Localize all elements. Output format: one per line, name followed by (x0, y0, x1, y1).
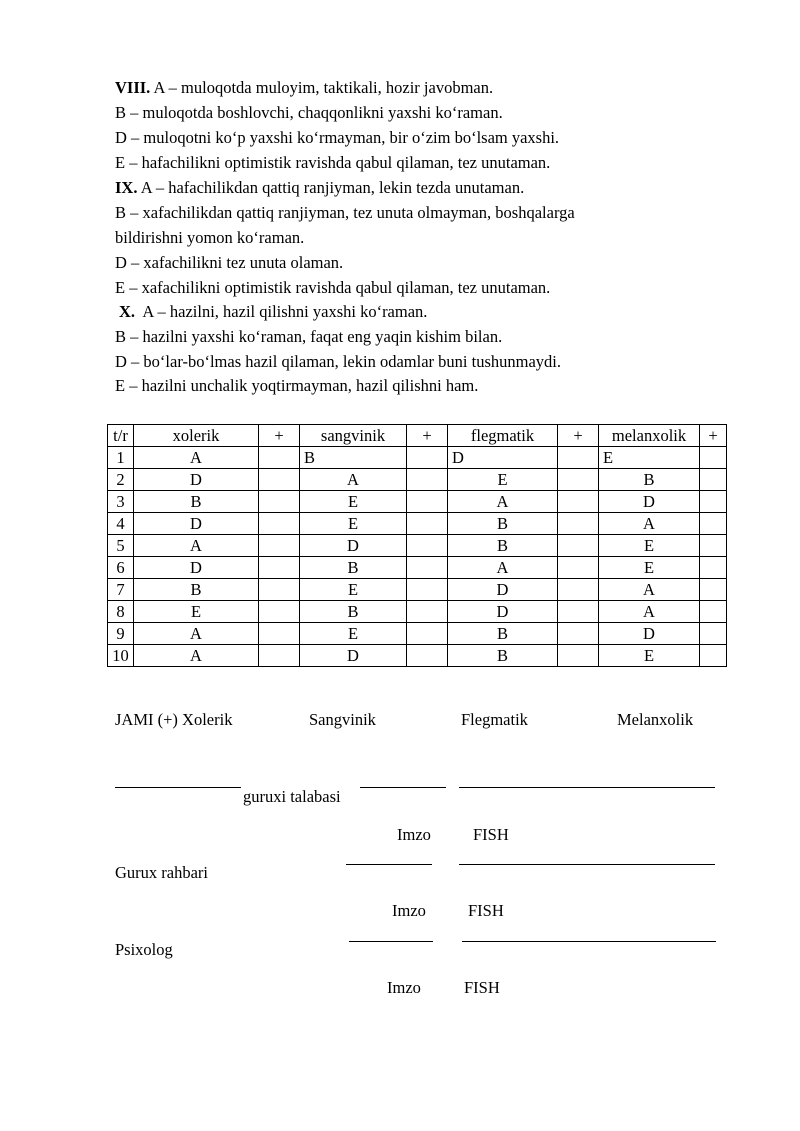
student-fish-blank (459, 787, 715, 788)
cell-plus-melanxolik (700, 623, 727, 645)
cell-plus-xolerik (259, 557, 300, 579)
cell-melanxolik: E (599, 447, 700, 469)
temperament-table (107, 424, 727, 667)
cell-flegmatik: E (448, 469, 558, 491)
table-row (108, 645, 727, 667)
table-row (108, 601, 727, 623)
totals-xolerik-label: JAMI (+) Xolerik (115, 710, 233, 729)
cell-flegmatik: B (448, 645, 558, 667)
student-fish-label: FISH (473, 825, 509, 844)
table-row (108, 513, 727, 535)
table-row (108, 447, 727, 469)
cell-plus-melanxolik (700, 447, 727, 469)
question-viii-line-e: E – hafachilikni optimistik ravishda qabul qilaman, tez unutaman. (115, 153, 551, 172)
cell-plus-melanxolik (700, 601, 727, 623)
cell-plus-sangvinik (407, 535, 448, 557)
cell-sangvinik: D (300, 645, 407, 667)
cell-flegmatik: B (448, 535, 558, 557)
cell-plus-sangvinik (407, 557, 448, 579)
cell-plus-melanxolik (700, 645, 727, 667)
question-ix-line-d: D – xafachilikni tez unuta olaman. (115, 253, 344, 272)
cell-plus-sangvinik (407, 645, 448, 667)
cell-xolerik: D (134, 513, 259, 535)
psych-signature-blank (349, 941, 433, 942)
cell-plus-sangvinik (407, 623, 448, 645)
cell-plus-sangvinik (407, 469, 448, 491)
cell-melanxolik: E (599, 557, 700, 579)
header-plus-sangvinik: + (407, 425, 448, 447)
cell-plus-melanxolik (700, 491, 727, 513)
cell-sangvinik: E (300, 579, 407, 601)
question-ix-line-a: IX. A – hafachilikdan qattiq ranjiyman, lekin tezda unutaman. (115, 178, 525, 197)
cell-melanxolik: E (599, 645, 700, 667)
table-row (108, 557, 727, 579)
cell-melanxolik: A (599, 579, 700, 601)
group-student-label: guruxi talabasi (243, 787, 341, 806)
cell-plus-sangvinik (407, 491, 448, 513)
cell-xolerik: A (134, 447, 259, 469)
cell-tr: 10 (108, 645, 134, 667)
psychologist-label: Psixolog (115, 940, 173, 959)
table-row (108, 469, 727, 491)
header-flegmatik: flegmatik (448, 425, 558, 447)
psych-fish-label: FISH (464, 978, 500, 997)
cell-plus-xolerik (259, 447, 300, 469)
cell-plus-sangvinik (407, 579, 448, 601)
cell-sangvinik: A (300, 469, 407, 491)
question-x-line-e: E – hazilni unchalik yoqtirmayman, hazil qilishni ham. (115, 376, 479, 395)
cell-flegmatik: B (448, 513, 558, 535)
cell-melanxolik: E (599, 535, 700, 557)
cell-xolerik: B (134, 491, 259, 513)
cell-sangvinik: B (300, 601, 407, 623)
header-xolerik: xolerik (134, 425, 259, 447)
question-x-line-a: X. A – hazilni, hazil qilishni yaxshi ko‘raman. (119, 302, 428, 321)
cell-tr: 7 (108, 579, 134, 601)
cell-plus-melanxolik (700, 535, 727, 557)
cell-flegmatik: B (448, 623, 558, 645)
cell-plus-flegmatik (558, 469, 599, 491)
cell-plus-flegmatik (558, 601, 599, 623)
cell-plus-melanxolik (700, 557, 727, 579)
cell-plus-flegmatik (558, 579, 599, 601)
cell-plus-flegmatik (558, 645, 599, 667)
cell-melanxolik: B (599, 469, 700, 491)
cell-xolerik: A (134, 645, 259, 667)
cell-plus-xolerik (259, 579, 300, 601)
cell-tr: 6 (108, 557, 134, 579)
cell-melanxolik: A (599, 601, 700, 623)
header-sangvinik: sangvinik (300, 425, 407, 447)
cell-tr: 3 (108, 491, 134, 513)
cell-plus-melanxolik (700, 579, 727, 601)
cell-tr: 5 (108, 535, 134, 557)
group-leader-label: Gurux rahbari (115, 863, 209, 882)
cell-plus-xolerik (259, 513, 300, 535)
header-melanxolik: melanxolik (599, 425, 700, 447)
cell-plus-flegmatik (558, 447, 599, 469)
cell-plus-xolerik (259, 491, 300, 513)
table-row (108, 491, 727, 513)
leader-signature-blank (346, 864, 432, 865)
cell-flegmatik: A (448, 491, 558, 513)
cell-plus-flegmatik (558, 535, 599, 557)
cell-xolerik: A (134, 535, 259, 557)
leader-fish-label: FISH (468, 901, 504, 920)
question-ix-line-e: E – xafachilikni optimistik ravishda qabul qilaman, tez unutaman. (115, 278, 551, 297)
cell-sangvinik: E (300, 623, 407, 645)
cell-plus-xolerik (259, 469, 300, 491)
question-x-line-b: B – hazilni yaxshi ko‘raman, faqat eng yaqin kishim bilan. (115, 327, 503, 346)
leader-imzo-label: Imzo (392, 901, 426, 920)
cell-sangvinik: E (300, 513, 407, 535)
cell-xolerik: B (134, 579, 259, 601)
cell-sangvinik: B (300, 557, 407, 579)
table-row (108, 535, 727, 557)
cell-plus-melanxolik (700, 469, 727, 491)
cell-tr: 9 (108, 623, 134, 645)
cell-plus-flegmatik (558, 557, 599, 579)
header-tr: t/r (108, 425, 134, 447)
question-viii-line-d: D – muloqotni ko‘p yaxshi ko‘rmayman, bir o‘zim bo‘lsam yaxshi. (115, 128, 560, 147)
cell-melanxolik: D (599, 623, 700, 645)
cell-flegmatik: D (448, 447, 558, 469)
table-row (108, 579, 727, 601)
cell-tr: 1 (108, 447, 134, 469)
cell-xolerik: D (134, 557, 259, 579)
question-x-line-d: D – bo‘lar-bo‘lmas hazil qilaman, lekin odamlar buni tushunmaydi. (115, 352, 561, 371)
cell-tr: 2 (108, 469, 134, 491)
cell-plus-xolerik (259, 645, 300, 667)
student-signature-blank (360, 787, 446, 788)
cell-flegmatik: D (448, 601, 558, 623)
group-name-blank (115, 787, 241, 788)
cell-xolerik: A (134, 623, 259, 645)
cell-plus-xolerik (259, 601, 300, 623)
cell-tr: 8 (108, 601, 134, 623)
totals-melanxolik-label: Melanxolik (617, 710, 694, 729)
cell-plus-xolerik (259, 535, 300, 557)
cell-melanxolik: D (599, 491, 700, 513)
cell-flegmatik: D (448, 579, 558, 601)
question-viii-line-b: B – muloqotda boshlovchi, chaqqonlikni yaxshi ko‘raman. (115, 103, 503, 122)
cell-plus-sangvinik (407, 513, 448, 535)
question-ix-line-b: B – xafachilikdan qattiq ranjiyman, tez unuta olmayman, boshqalarga (115, 203, 575, 222)
question-viii-line-a: VIII. A – muloqotda muloyim, taktikali, hozir javobman. (115, 78, 494, 97)
cell-tr: 4 (108, 513, 134, 535)
cell-melanxolik: A (599, 513, 700, 535)
header-plus-flegmatik: + (558, 425, 599, 447)
cell-plus-flegmatik (558, 623, 599, 645)
cell-plus-flegmatik (558, 513, 599, 535)
header-plus-xolerik: + (259, 425, 300, 447)
cell-xolerik: E (134, 601, 259, 623)
cell-plus-xolerik (259, 623, 300, 645)
cell-plus-flegmatik (558, 491, 599, 513)
cell-plus-sangvinik (407, 601, 448, 623)
table-header-row (108, 425, 727, 447)
psych-fish-blank (462, 941, 716, 942)
cell-plus-melanxolik (700, 513, 727, 535)
student-imzo-label: Imzo (397, 825, 431, 844)
cell-xolerik: D (134, 469, 259, 491)
cell-flegmatik: A (448, 557, 558, 579)
totals-flegmatik-label: Flegmatik (461, 710, 528, 729)
totals-sangvinik-label: Sangvinik (309, 710, 376, 729)
cell-sangvinik: D (300, 535, 407, 557)
cell-sangvinik: E (300, 491, 407, 513)
psych-imzo-label: Imzo (387, 978, 421, 997)
cell-sangvinik: B (300, 447, 407, 469)
header-plus-melanxolik: + (700, 425, 727, 447)
cell-plus-sangvinik (407, 447, 448, 469)
question-ix-line-b-cont: bildirishni yomon ko‘raman. (115, 228, 305, 247)
table-row (108, 623, 727, 645)
leader-fish-blank (459, 864, 715, 865)
